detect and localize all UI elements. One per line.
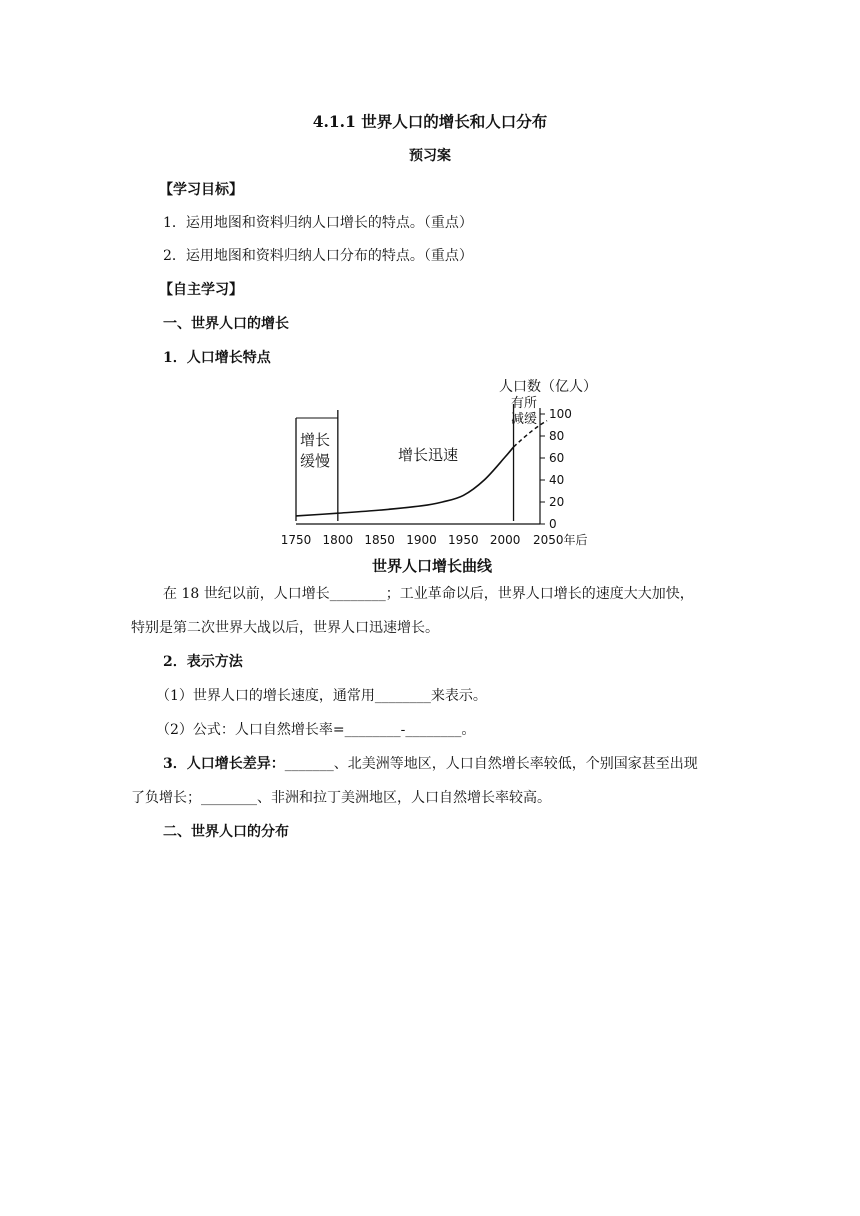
y-tick-label: 80 <box>549 429 565 443</box>
y-tick-label: 100 <box>549 407 572 421</box>
y-axis-label: 人口数（亿人） <box>499 379 597 395</box>
annotation-slow-line2: 缓慢 <box>300 452 331 470</box>
x-tick-label: 2050年后 <box>533 533 588 547</box>
paragraph-1-line-2: 特别是第二次世界大战以后，世界人口迅速增长。 <box>131 620 439 636</box>
objective-1: 1．运用地图和资料归纳人口增长的特点。（重点） <box>163 215 473 231</box>
section1-heading: 一、世界人口的增长 <box>163 316 289 332</box>
document-title: 4.1.1 世界人口的增长和人口分布 <box>312 112 548 131</box>
item3-line-1 <box>163 754 698 774</box>
population-growth-chart <box>0 366 860 582</box>
self-study-heading: 【自主学习】 <box>159 282 243 298</box>
x-tick-label: 1750 <box>280 533 312 547</box>
annotation-slowing-line1: 有所 <box>511 396 538 411</box>
x-tick-label: 1950 <box>448 533 479 547</box>
y-tick-label: 20 <box>549 495 565 509</box>
y-tick-label: 0 <box>549 517 557 531</box>
paragraph-1-line-1: 在 18 世纪以前，人口增长________；工业革命以后，世界人口增长的速度大大加快， <box>163 586 694 602</box>
objective-2: 2．运用地图和资料归纳人口分布的特点。（重点） <box>163 248 473 264</box>
item1-heading: 1．人口增长特点 <box>163 350 271 366</box>
item2-line-2: （2）公式：人口自然增长率=________-________。 <box>156 722 476 738</box>
x-tick-label: 1900 <box>406 533 437 547</box>
item3-label: 3．人口增长差异： <box>163 756 285 772</box>
annotation-rapid: 增长迅速 <box>398 446 459 464</box>
item2-line-1: （1）世界人口的增长速度，通常用________来表示。 <box>156 688 487 704</box>
item2-heading: 2．表示方法 <box>163 654 243 670</box>
y-tick-label: 60 <box>549 451 565 465</box>
objectives-heading: 【学习目标】 <box>159 182 243 198</box>
chart-caption: 世界人口增长曲线 <box>371 557 493 575</box>
annotation-slow-line1: 增长 <box>300 431 331 449</box>
item3-line-2: 了负增长；________、非洲和拉丁美洲地区，人口自然增长率较高。 <box>131 790 551 806</box>
document-subtitle: 预习案 <box>409 148 451 164</box>
annotation-slowing-line2: 减缓 <box>511 412 538 427</box>
section2-heading: 二、世界人口的分布 <box>163 824 289 840</box>
item3-text: _______、北美洲等地区，人口自然增长率较低，个别国家甚至出现 <box>284 756 698 772</box>
x-tick-label: 2000 <box>489 533 521 547</box>
x-tick-label: 1800 <box>322 533 354 547</box>
y-tick-label: 40 <box>549 473 565 487</box>
x-tick-label: 1850 <box>364 533 395 547</box>
